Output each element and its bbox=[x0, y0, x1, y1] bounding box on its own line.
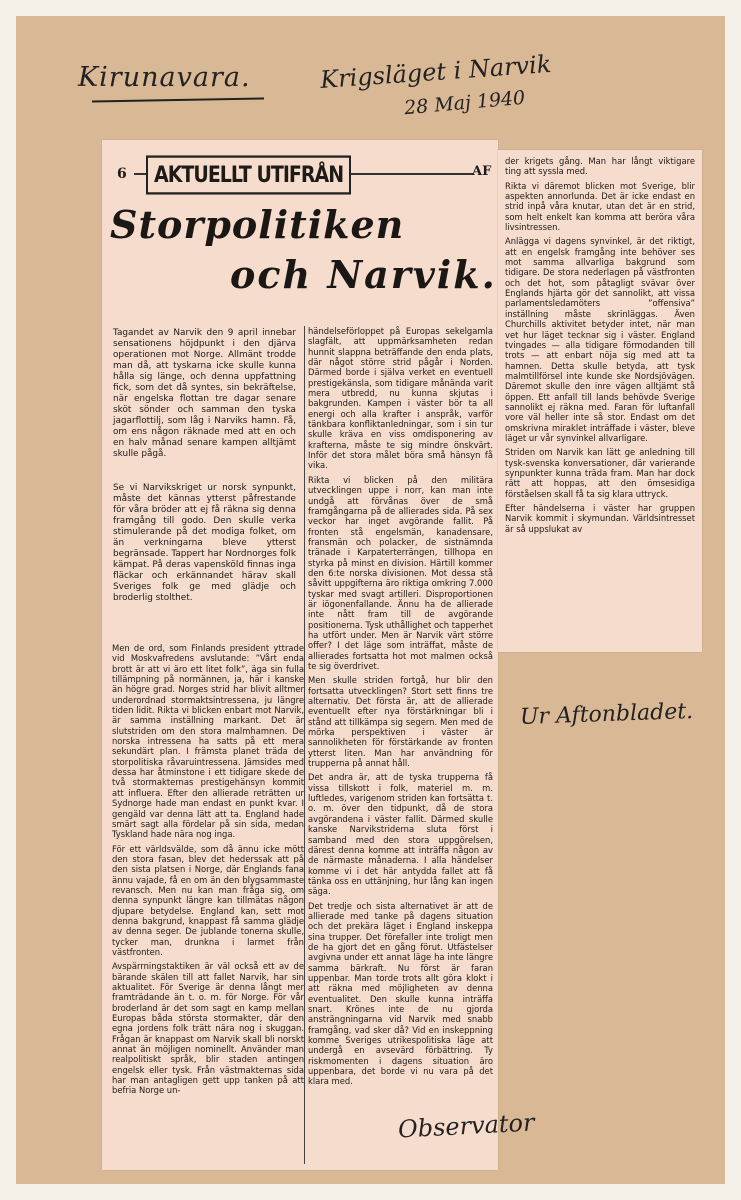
headline-line-1: Storpolitiken bbox=[110, 202, 405, 247]
lead-text-2: Se vi Narvikskriget ur norsk synpunkt, måste det kännas ytterst påfrestande för våra bröder att ej få räkna sig denna framgång till godo. Den skulle verka stimulerande på det modiga folket, om än verkningarna bleve ytterst begränsade. Tappert har Nordnorges folk kämpat. På deras vapensköld finnas inga fläckar och erkännandet härav skall Sveriges folk ge med glädje och broderlig stolthet. bbox=[113, 483, 296, 603]
col3-paragraph-3: Anlägga vi dagens synvinkel, är det riktigt, att en engelsk framgång inte behöver ses mot samma allvarliga bakgrund som tidigare. De stora nederlagen på västfronten och det hot, som påtagligt svävar över Englands hjärta gör det sannolikt, att vissa parlamentsledamöters ”offensiva” inställning måste skrinläggas. Även Churchills aktivitet betyder intet, när man vet hur läget tecknar sig i väster. England tvingades — alla tidigare förmodanden till trots — att enbart nöja sig med att ta hamnen. Detta skulle betyda, att tysk malmtillförsel inte kunde ske Nordsjövägen. Däremot skulle den inre vägen alltjämt stå öppen. Ett anfall till lands behövde Sverige sannolikt ej räkna med. Faran för luftanfall vore väl heller inte så stor. Endast om det omskrivna miraklet inträffade i väster, bleve läget ur vår synvinkel allvarligare. bbox=[505, 236, 695, 443]
lead-text-1: Tagandet av Narvik den 9 april innebar sensationens höjdpunkt i den djärva operationen mot Norge. Allmänt trodde man då, att tyskarna icke skulle kunna hålla sig länge, och denna uppfattning fick, som det då syntes, sin bekräftelse, när engelska flottan tre dagar senare sköt sönder och samman den tyska jagarflottilj, som låg i Narviks hamn. Få, om ens någon räknade med att en och en halv månad senare kampen alltjämt skulle pågå. bbox=[113, 328, 296, 459]
article-column-1 bbox=[112, 643, 304, 1165]
handwritten-title: Krigsläget i Narvik bbox=[319, 49, 553, 95]
handwritten-signature: Observator bbox=[397, 1108, 536, 1144]
article-column-2 bbox=[308, 326, 493, 1165]
column-rule bbox=[304, 326, 305, 1164]
lead-paragraph-1 bbox=[113, 328, 296, 459]
col2-paragraph-5: Det tredje och sista alternativet är att de allierade med tanke på dagens situation och det prekära läget i England inskeppa sina trupper. Det förefaller inte troligt men de ha gjort det en gång förut. Utfästelser avgivna under ett annat läge ha inte längre samma bärkraft. Nu först är faran uppenbar. Man torde trots allt göra klokt i att räkna med möjligheten av denna eventualitet. Den skulle kunna inträffa snart. Krönes inte de nu gjorda ansträngningarna vid Narvik med snabb framgång, vad sker då? Vid en inskeppning komme Sveriges utrikespolitiska läge att undergå en avsevärd förbättring. Ty riskmomenten i dagens situation äro uppenbara, det borde vi nu vara på det klara med. bbox=[308, 900, 493, 1087]
col2-paragraph-1: händelseförloppet på Europas sekelgamla slagfält, att uppmärksamheten redan hunnit slappna beträffande den enda plats, där något större strid pågår i Norden. Därmed borde i själva verket en eventuell prestigekänsla, som tidigare månända varit mera utbredd, nu kunna skjutas i bakgrunden. Kampen i väster bör ta all energi och alla krafter i anspråk, varför tänkbara konfliktanledningar, som i sin tur skulle kräva en viss omdisponering av krafterna, måste te sig mindre önskvärt. Inför det stora målet böra små hänsyn få vika. bbox=[308, 326, 493, 471]
col2-paragraph-3: Men skulle striden fortgå, hur blir den fortsatta utvecklingen? Stort sett finns tre alternativ. Det första är, att de allierade eventuellt efter nya förstärkningar bli i stånd att tillkämpa sig segern. Men med de mörka perspektiven i väster är sannolikheten för förstärkande av fronten ytterst liten. Man har användning för trupperna på annat håll. bbox=[308, 675, 493, 769]
col3-paragraph-1: der krigets gång. Man har långt viktigare ting att syssla med. bbox=[505, 156, 695, 177]
section-title: AKTUELLT UTIFRÅN bbox=[146, 155, 351, 194]
col3-paragraph-5: Efter händelserna i väster har gruppen Narvik kommit i skymundan. Världsintresset är så uppslukat av bbox=[505, 503, 695, 534]
col2-paragraph-4: Det andra är, att de tyska trupperna få vissa tillskott i folk, materiel m. m. luftledes, varigenom striden kan fortsätta t. o. m. över den tidpunkt, då de stora avgörandena i väster fallit. Därmed skulle kanske Narvikstriderna sluta först i samband med den stora uppgörelsen, därest denna komme att inträffa någon av de närmaste månaderna. I alla händelser komme vi i det här antydda fallet att få tänka oss en uttänjning, hur lång kan ingen säga. bbox=[308, 772, 493, 897]
headline-line-2: och Narvik. bbox=[230, 252, 497, 297]
handwritten-date: 28 Maj 1940 bbox=[403, 86, 527, 120]
newspaper-clipping-continuation bbox=[498, 150, 702, 652]
handwritten-place: Kirunavara. bbox=[78, 62, 251, 93]
page-number: 6 bbox=[117, 166, 127, 182]
col2-paragraph-2: Rikta vi blicken på den militära utvecklingen uppe i norr, kan man inte undgå att förvånas över de små framgångarna på de allierades sida. På sex veckor har inget avgörande fallit. På fronten stå engelsmän, kanadensare, fransmän och polacker, de sistnämnda tränade i Karpaterterrängen, tillhopa en styrka på minst en division. Härtill kommer den 6:te norska divisionen. Mot dessa stå såvitt uppgifterna äro riktiga omkring 7.000 tyskar med svagt artilleri. Disproportionen är iögonenfallande. Ännu ha de allierade inte nått fram till de avgörande positionerna. Tysk uthållighet och tapperhet ha utfört under. Men är Narvik värt större offer? I det läge som inträffat, måste de allierades fortsatta hot mot malmen också te sig överdrivet. bbox=[308, 474, 493, 671]
lead-paragraph-2 bbox=[113, 483, 296, 637]
newspaper-clipping-main bbox=[102, 140, 498, 1170]
col1-paragraph-2: För ett världsvälde, som då ännu icke mött den stora fasan, blev det hederssak att på den sista platsen i Norge, där Englands fana ännu vajade, få en om än den blygsammaste revansch. Men nu kan man fråga sig, om denna synpunkt längre kan tillmätas någon djupare betydelse. England kan, sett mot denna bakgrund, knappast få samma glädje av denna seger. De jublande tonerna skulle, tycker man, drunkna i larmet från västfronten. bbox=[112, 843, 304, 957]
newspaper-label: AF bbox=[472, 164, 492, 179]
article-column-3 bbox=[505, 156, 695, 648]
col1-paragraph-3: Avspärrningstaktiken är väl också ett av de bärande skälen till att fallet Narvik, har sin aktualitet. För Sverige är denna långt mer framträdande än t. o. m. för Norge. För vår broderland är det som sagt en kamp mellan Europas båda största stormakter, där den egna jordens folk trätt nära nog i skuggan. Frågan är knappast om Narvik skall bli norskt annat än möjligen nominellt. Använder man realpolitiskt språk, blir staden antingen engelsk eller tysk. Från västmakternas sida har man antagligen gett upp tanken på att befria Norge un- bbox=[112, 961, 304, 1096]
col3-paragraph-2: Rikta vi däremot blicken mot Sverige, blir aspekten annorlunda. Det är icke endast en strid inpå våra knutar, utan det är en strid, som helt enkelt kan komma att beröra våra livsintressen. bbox=[505, 180, 695, 233]
col3-paragraph-4: Striden om Narvik kan lätt ge anledning till tysk-svenska konversationer, där varierande synpunkter kunna träda fram. Man har dock rätt att hoppas, att den ömsesidiga förståelsen skall få ta sig klara uttryck. bbox=[505, 447, 695, 499]
col1-paragraph-1: Men de ord, som Finlands president yttrade vid Moskvafredens avslutande: ”Vårt enda brott är att vi äro ett litet folk”, äga sin fulla tillämpning på normännen, ja, här i kanske än högre grad. Norges strid har blivit alltmer underordnad stormaktsintressena, ju längre tiden lidit. Rikta vi blicken enbart mot Narvik, är samma inställning markant. Det är slutstriden om den stora malmhamnen. De norska intressena ha satts på ett mera sekundärt plan. I främsta planet träda de storpolitiska råvaruintressena. Jämsides med dessa har åtminstone i ett tidigare skede de två stormakternas prestigehänsyn kommit att influera. Efter den allierade reträtten ur Sydnorge hade man endast en punkt kvar. I gengäld var denna lätt att ta. England hade smärt sagt alla fördelar på sin sida, medan Tyskland hade nära nog inga. bbox=[112, 643, 304, 840]
handwritten-source: Ur Aftonbladet. bbox=[519, 698, 694, 731]
